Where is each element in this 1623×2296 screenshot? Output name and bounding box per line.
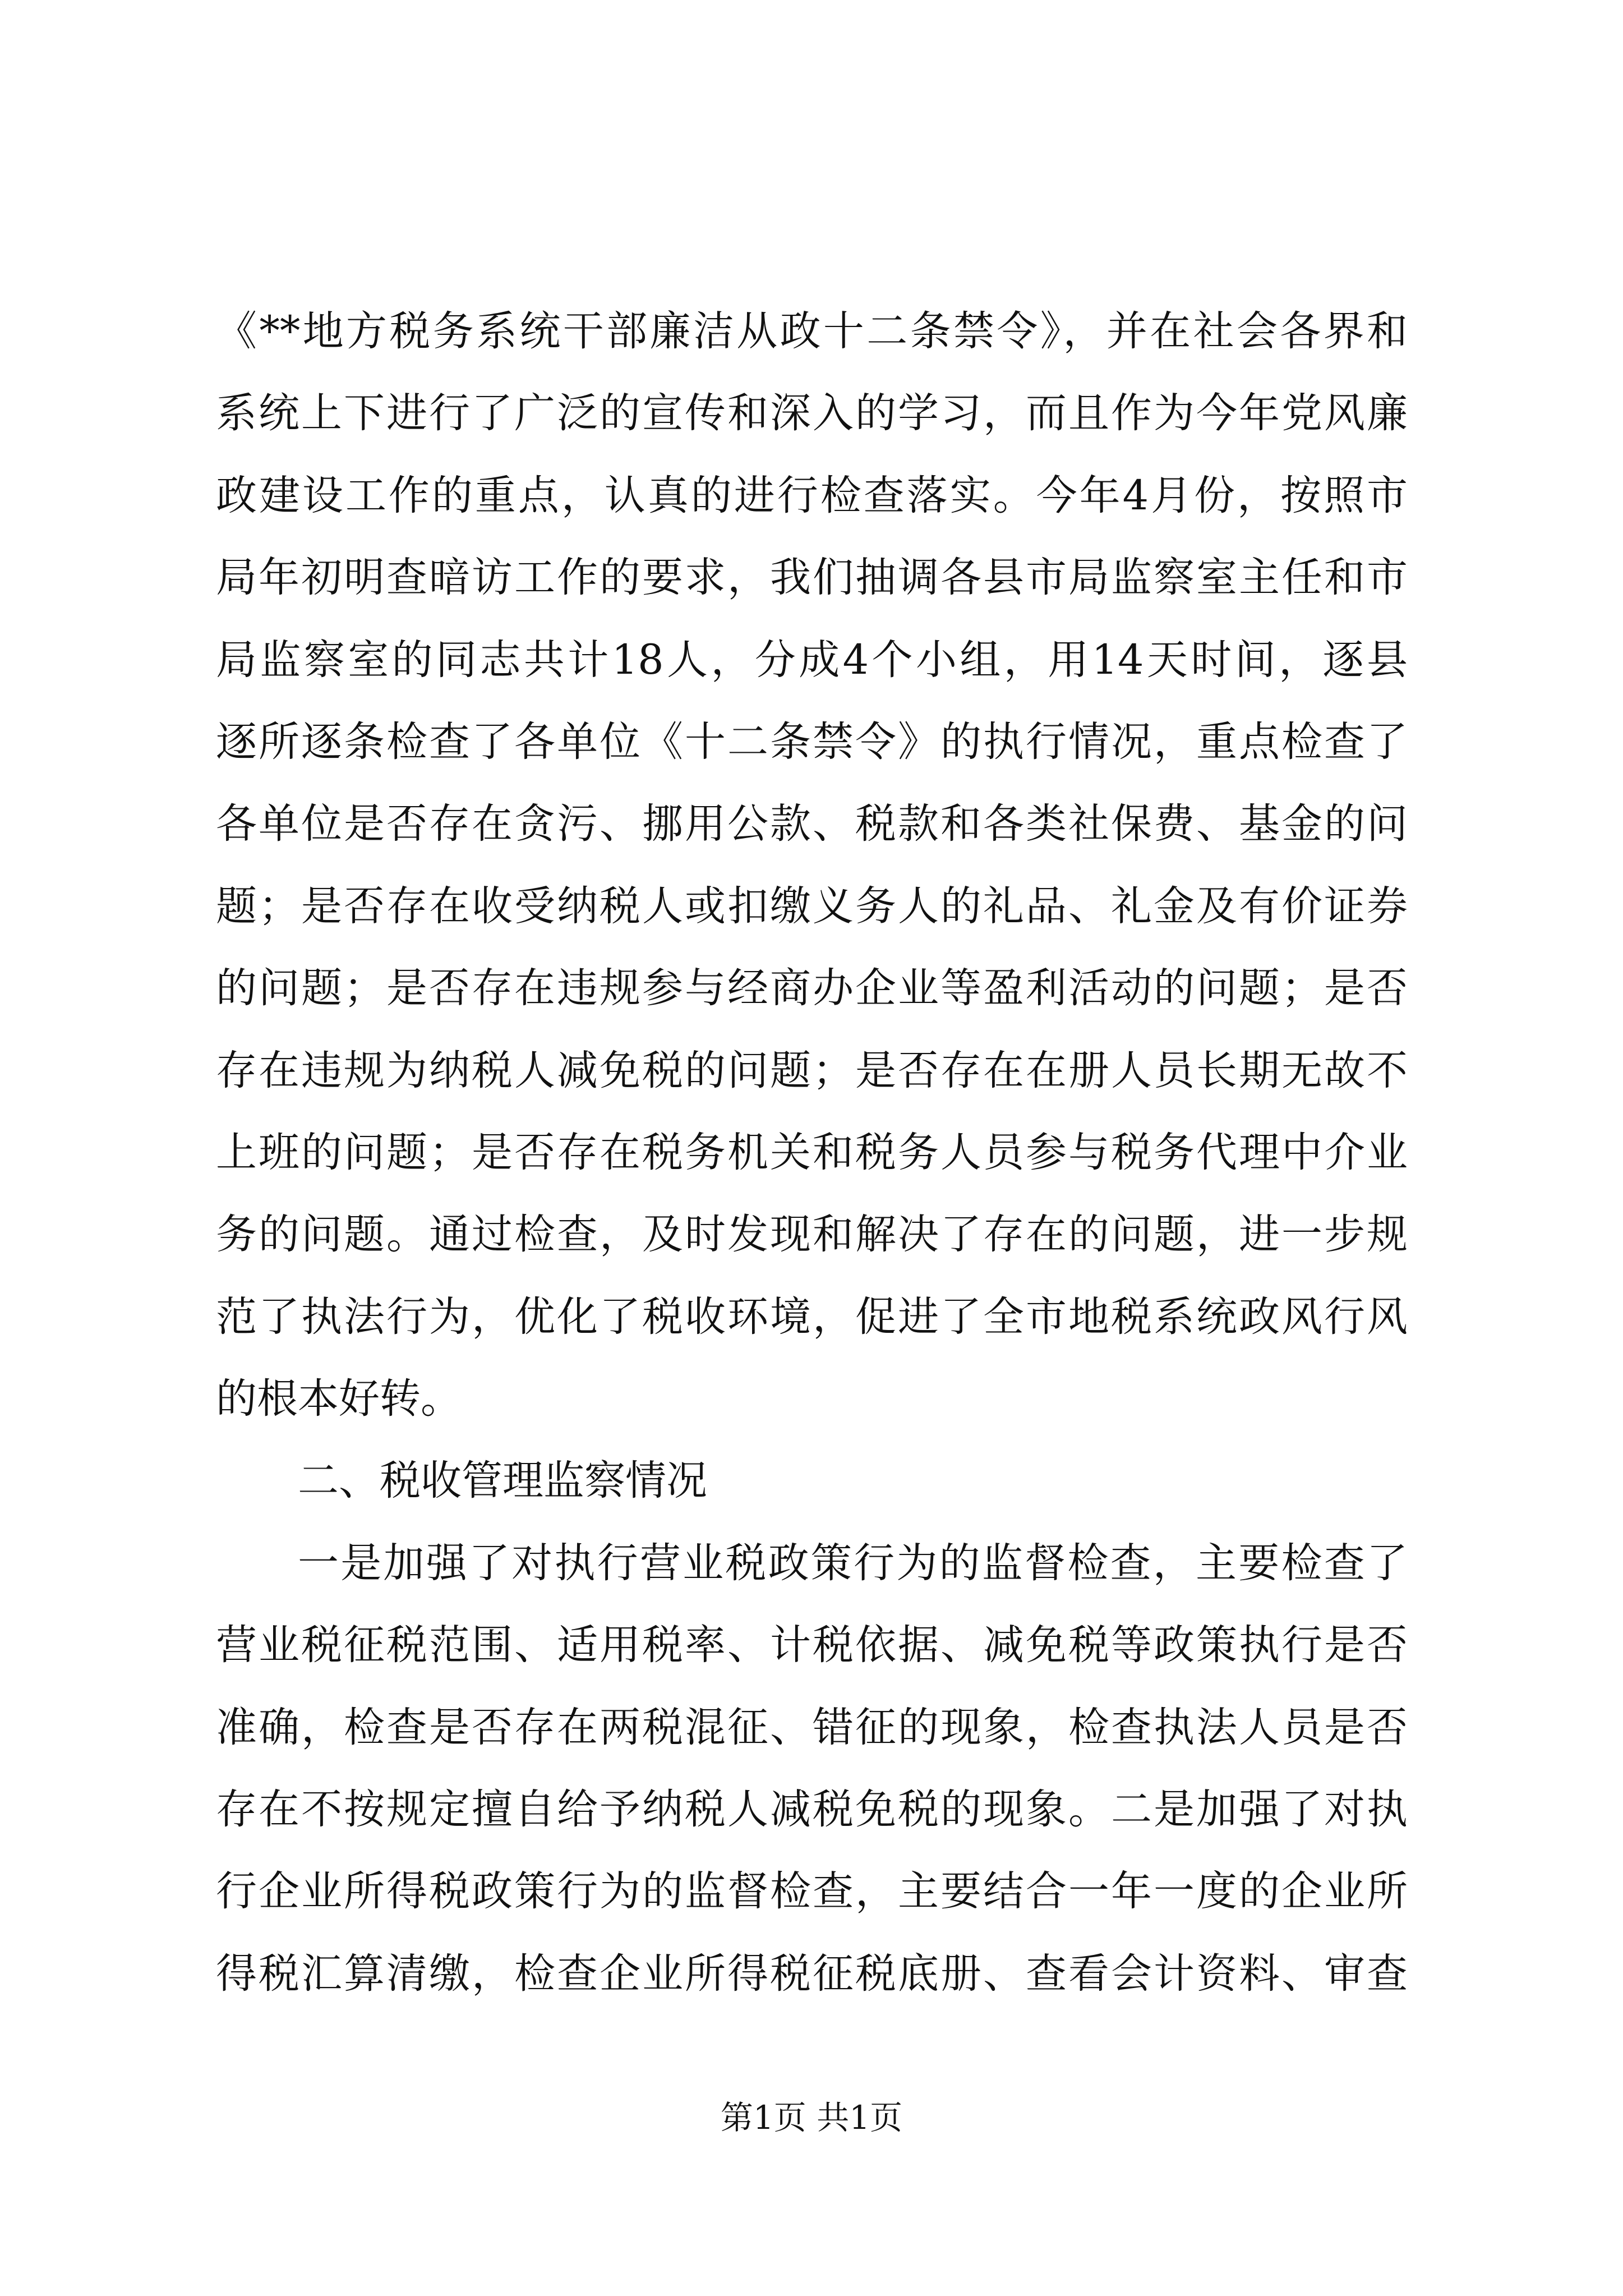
text-line: 的根本好转。: [216, 1375, 462, 1423]
text-line: 题；是否存在收受纳税人或扣缴义务人的礼品、礼金及有价证券: [216, 882, 1408, 930]
text-line: 营业税征税范围、适用税率、计税依据、减免税等政策执行是否: [216, 1621, 1408, 1669]
page-footer: [0, 2098, 1623, 2137]
text-line: 《**地方税务系统干部廉洁从政十二条禁令》，并在社会各界和: [216, 307, 1408, 355]
text-line: 政建设工作的重点，认真的进行检查落实。今年4月份，按照市: [216, 471, 1408, 519]
text-line: 各单位是否存在贪污、挪用公款、税款和各类社保费、基金的问: [216, 800, 1408, 848]
text-line: 准确，检查是否存在两税混征、错征的现象，检查执法人员是否: [216, 1703, 1408, 1751]
text-line: 务的问题。通过检查，及时发现和解决了存在的问题，进一步规: [216, 1211, 1408, 1259]
text-line: 系统上下进行了广泛的宣传和深入的学习，而且作为今年党风廉: [216, 389, 1408, 438]
text-line: 范了执法行为，优化了税收环境，促进了全市地税系统政风行风: [216, 1292, 1408, 1341]
body-text: [216, 291, 1408, 2015]
text-line: 存在违规为纳税人减免税的问题；是否存在在册人员长期无故不: [216, 1046, 1408, 1094]
text-line: 局监察室的同志共计18人，分成4个小组，用14天时间，逐县: [216, 636, 1408, 684]
text-line: 行企业所得税政策行为的监督检查，主要结合一年一度的企业所: [216, 1867, 1408, 1916]
text-line: 局年初明查暗访工作的要求，我们抽调各县市局监察室主任和市: [216, 554, 1408, 602]
text-line: 的问题；是否存在违规参与经商办企业等盈利活动的问题；是否: [216, 964, 1408, 1013]
text-line: 上班的问题；是否存在税务机关和税务人员参与税务代理中介业: [216, 1128, 1408, 1176]
text-line: 一是加强了对执行营业税政策行为的监督检查，主要检查了: [298, 1539, 1408, 1587]
text-line: 逐所逐条检查了各单位《十二条禁令》的执行情况，重点检查了: [216, 717, 1408, 766]
text-line: 得税汇算清缴，检查企业所得税征税底册、查看会计资料、审查: [216, 1949, 1408, 1998]
page-number-label: 第1页 共1页: [720, 2099, 903, 2137]
section-heading: 二、税收管理监察情况: [298, 1457, 707, 1505]
text-line: 存在不按规定擅自给予纳税人减税免税的现象。二是加强了对执: [216, 1786, 1408, 1834]
